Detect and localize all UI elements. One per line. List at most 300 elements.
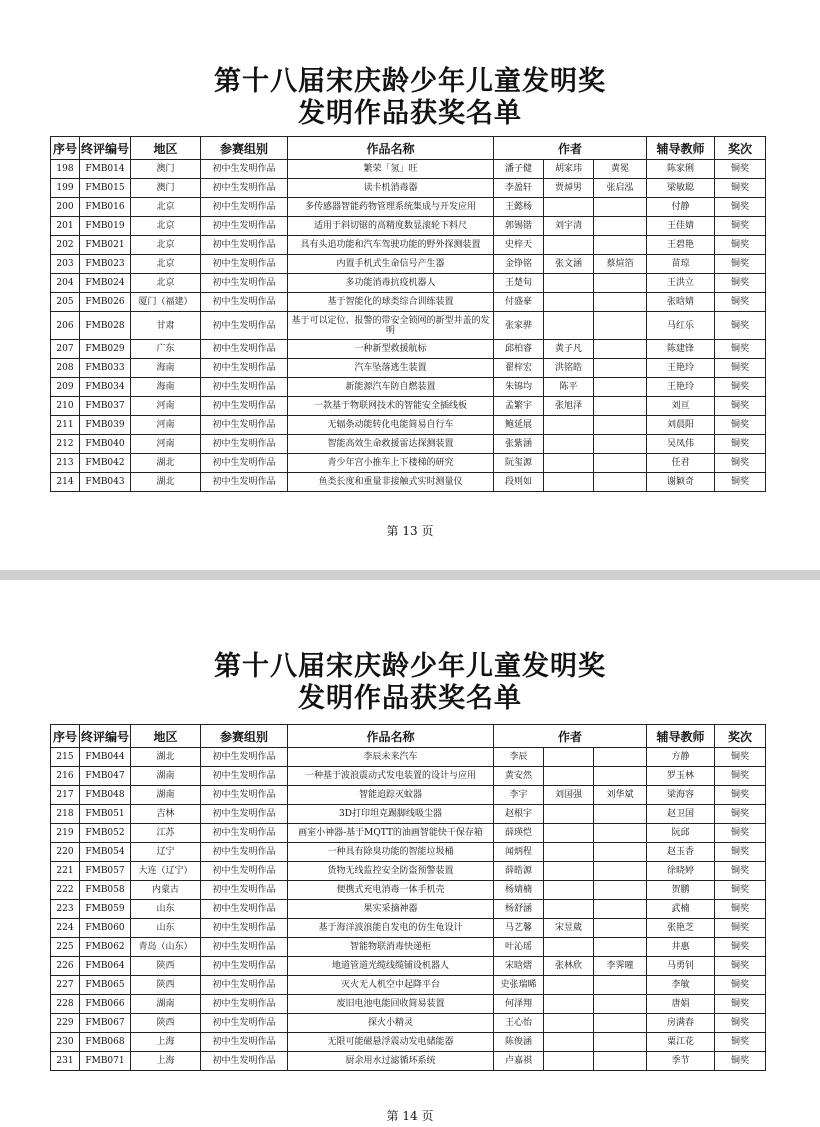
- cell-award: 铜奖: [715, 179, 766, 198]
- cell-code: FMB060: [80, 919, 131, 938]
- cell-author-1: 鲍延展: [494, 416, 544, 435]
- cell-author-2: 洪铭皓: [544, 359, 594, 378]
- cell-teacher: 谢颖奇: [647, 473, 715, 492]
- cell-region: 湖南: [131, 786, 201, 805]
- cell-author-3: [594, 938, 647, 957]
- cell-author-2: [544, 274, 594, 293]
- cell-group: 初中生发明作品: [201, 416, 288, 435]
- cell-author-3: [594, 293, 647, 312]
- cell-author-1: 薛瑛恺: [494, 824, 544, 843]
- cell-code: FMB023: [80, 255, 131, 274]
- cell-index: 219: [51, 824, 80, 843]
- cell-code: FMB058: [80, 881, 131, 900]
- header-index: 序号: [51, 137, 80, 160]
- table-row: [51, 995, 766, 1014]
- cell-author-3: [594, 767, 647, 786]
- cell-group: 初中生发明作品: [201, 919, 288, 938]
- cell-group: 初中生发明作品: [201, 1033, 288, 1052]
- cell-index: 231: [51, 1052, 80, 1071]
- cell-teacher: 武楠: [647, 900, 715, 919]
- cell-author-3: 蔡煊箔: [594, 255, 647, 274]
- cell-work: 智能物联消毒快递柜: [288, 938, 494, 957]
- cell-group: 初中生发明作品: [201, 786, 288, 805]
- cell-author-2: [544, 312, 594, 340]
- cell-award: 铜奖: [715, 255, 766, 274]
- cell-author-2: [544, 843, 594, 862]
- cell-code: FMB033: [80, 359, 131, 378]
- cell-author-1: 宋晗熠: [494, 957, 544, 976]
- cell-author-3: [594, 976, 647, 995]
- cell-author-3: [594, 378, 647, 397]
- table-row: [51, 938, 766, 957]
- cell-code: FMB039: [80, 416, 131, 435]
- cell-region: 湖北: [131, 473, 201, 492]
- cell-author-1: 卢嘉祺: [494, 1052, 544, 1071]
- table-row: [51, 1033, 766, 1052]
- cell-region: 青岛（山东）: [131, 938, 201, 957]
- cell-region: 大连（辽宁）: [131, 862, 201, 881]
- cell-code: FMB051: [80, 805, 131, 824]
- cell-group: 初中生发明作品: [201, 1014, 288, 1033]
- table-row: [51, 805, 766, 824]
- cell-region: 厦门（福建）: [131, 293, 201, 312]
- cell-index: 224: [51, 919, 80, 938]
- cell-work: 适用于斜切锯的高精度数显滚轮下料尺: [288, 217, 494, 236]
- cell-region: 陕西: [131, 976, 201, 995]
- header-group: 参赛组别: [201, 725, 288, 748]
- cell-author-3: [594, 359, 647, 378]
- header-group: 参赛组别: [201, 137, 288, 160]
- cell-region: 海南: [131, 359, 201, 378]
- cell-index: 214: [51, 473, 80, 492]
- cell-author-1: 李盈轩: [494, 179, 544, 198]
- cell-award: 铜奖: [715, 454, 766, 473]
- cell-author-2: [544, 473, 594, 492]
- cell-work: 内置手机式生命信号产生器: [288, 255, 494, 274]
- header-work: 作品名称: [288, 137, 494, 160]
- cell-work: 读卡机消毒器: [288, 179, 494, 198]
- cell-author-2: 黄子凡: [544, 340, 594, 359]
- cell-award: 铜奖: [715, 473, 766, 492]
- cell-region: 北京: [131, 198, 201, 217]
- cell-index: 201: [51, 217, 80, 236]
- cell-work: 智能高效生命救援雷达探测装置: [288, 435, 494, 454]
- cell-code: FMB065: [80, 976, 131, 995]
- cell-author-2: [544, 976, 594, 995]
- cell-work: 一种新型救援航标: [288, 340, 494, 359]
- cell-code: FMB048: [80, 786, 131, 805]
- cell-region: 辽宁: [131, 843, 201, 862]
- cell-award: 铜奖: [715, 160, 766, 179]
- cell-author-1: 邱柏睿: [494, 340, 544, 359]
- cell-author-2: [544, 938, 594, 957]
- cell-code: FMB019: [80, 217, 131, 236]
- cell-group: 初中生发明作品: [201, 179, 288, 198]
- cell-author-2: 张文涵: [544, 255, 594, 274]
- cell-region: 上海: [131, 1052, 201, 1071]
- cell-index: 203: [51, 255, 80, 274]
- cell-index: 215: [51, 748, 80, 767]
- cell-award: 铜奖: [715, 359, 766, 378]
- cell-award: 铜奖: [715, 340, 766, 359]
- cell-index: 200: [51, 198, 80, 217]
- cell-region: 湖北: [131, 748, 201, 767]
- cell-author-1: 闻炳程: [494, 843, 544, 862]
- table-row: [51, 786, 766, 805]
- cell-author-1: 史梓天: [494, 236, 544, 255]
- cell-group: 初中生发明作品: [201, 1052, 288, 1071]
- cell-award: 铜奖: [715, 767, 766, 786]
- cell-group: 初中生发明作品: [201, 255, 288, 274]
- cell-work: 探火小精灵: [288, 1014, 494, 1033]
- cell-author-1: 杨婧楠: [494, 881, 544, 900]
- cell-code: FMB029: [80, 340, 131, 359]
- cell-code: FMB021: [80, 236, 131, 255]
- cell-author-1: 叶沁瑶: [494, 938, 544, 957]
- cell-author-1: 马艺馨: [494, 919, 544, 938]
- cell-author-3: [594, 1033, 647, 1052]
- award-table: [50, 136, 766, 492]
- cell-region: 澳门: [131, 179, 201, 198]
- cell-teacher: 张晗婧: [647, 293, 715, 312]
- table-header-row: [51, 725, 766, 748]
- cell-index: 218: [51, 805, 80, 824]
- cell-group: 初中生发明作品: [201, 236, 288, 255]
- table-body: [51, 748, 766, 1071]
- cell-award: 铜奖: [715, 919, 766, 938]
- header-award: 奖次: [715, 725, 766, 748]
- cell-work: 3D打印坦克踢脚线吸尘器: [288, 805, 494, 824]
- cell-group: 初中生发明作品: [201, 900, 288, 919]
- cell-author-2: [544, 435, 594, 454]
- cell-index: 216: [51, 767, 80, 786]
- cell-index: 206: [51, 312, 80, 340]
- table-row: [51, 824, 766, 843]
- cell-work: 基于智能化的球类综合训练装置: [288, 293, 494, 312]
- cell-author-3: [594, 454, 647, 473]
- cell-group: 初中生发明作品: [201, 340, 288, 359]
- cell-work: 地道管道光缆线缆铺设机器人: [288, 957, 494, 976]
- cell-author-3: [594, 312, 647, 340]
- cell-author-3: [594, 397, 647, 416]
- cell-teacher: 房满春: [647, 1014, 715, 1033]
- cell-work: 李辰未来汽车: [288, 748, 494, 767]
- cell-code: FMB015: [80, 179, 131, 198]
- cell-teacher: 赵卫国: [647, 805, 715, 824]
- cell-region: 海南: [131, 378, 201, 397]
- cell-award: 铜奖: [715, 843, 766, 862]
- cell-index: 230: [51, 1033, 80, 1052]
- cell-author-3: [594, 236, 647, 255]
- cell-author-2: 陈平: [544, 378, 594, 397]
- cell-group: 初中生发明作品: [201, 881, 288, 900]
- cell-award: 铜奖: [715, 397, 766, 416]
- cell-index: 210: [51, 397, 80, 416]
- cell-group: 初中生发明作品: [201, 748, 288, 767]
- cell-author-1: 潘子健: [494, 160, 544, 179]
- cell-teacher: 梁敏聪: [647, 179, 715, 198]
- cell-index: 202: [51, 236, 80, 255]
- cell-author-3: [594, 340, 647, 359]
- cell-teacher: 罗玉林: [647, 767, 715, 786]
- cell-author-3: [594, 198, 647, 217]
- cell-teacher: 张艳芝: [647, 919, 715, 938]
- cell-index: 204: [51, 274, 80, 293]
- cell-author-2: [544, 293, 594, 312]
- cell-author-3: [594, 748, 647, 767]
- table-row: [51, 236, 766, 255]
- table-header-row: [51, 137, 766, 160]
- table-row: [51, 160, 766, 179]
- title-line-2: 发明作品获奖名单: [298, 98, 522, 129]
- cell-work: 灭火无人机空中起降平台: [288, 976, 494, 995]
- cell-author-3: [594, 843, 647, 862]
- cell-author-3: [594, 416, 647, 435]
- cell-award: 铜奖: [715, 862, 766, 881]
- cell-region: 湖南: [131, 767, 201, 786]
- cell-author-2: [544, 1033, 594, 1052]
- cell-teacher: 王佳婧: [647, 217, 715, 236]
- cell-group: 初中生发明作品: [201, 995, 288, 1014]
- cell-author-1: 杨舒涵: [494, 900, 544, 919]
- cell-work: 一种具有除臭功能的智能垃圾桶: [288, 843, 494, 862]
- cell-code: FMB037: [80, 397, 131, 416]
- title-line-2: 发明作品获奖名单: [298, 683, 522, 714]
- header-authors: 作者: [494, 137, 647, 160]
- cell-work: 基于可以定位、报警的带安全锁网的新型井盖的发明: [288, 312, 494, 340]
- cell-work: 一款基于物联网技术的智能安全插线板: [288, 397, 494, 416]
- cell-group: 初中生发明作品: [201, 938, 288, 957]
- cell-region: 陕西: [131, 1014, 201, 1033]
- cell-group: 初中生发明作品: [201, 957, 288, 976]
- table-row: [51, 473, 766, 492]
- cell-region: 河南: [131, 435, 201, 454]
- cell-index: 226: [51, 957, 80, 976]
- cell-teacher: 粟江花: [647, 1033, 715, 1052]
- cell-author-1: 郭锡锴: [494, 217, 544, 236]
- cell-teacher: 梁海容: [647, 786, 715, 805]
- cell-work: 无辐条动能转化电能简易自行车: [288, 416, 494, 435]
- cell-author-1: 王懿杨: [494, 198, 544, 217]
- cell-work: 青少年宫小推车上下楼梯的研究: [288, 454, 494, 473]
- cell-teacher: 李敏: [647, 976, 715, 995]
- table-row: [51, 1052, 766, 1071]
- cell-index: 229: [51, 1014, 80, 1033]
- header-work: 作品名称: [288, 725, 494, 748]
- cell-author-2: [544, 805, 594, 824]
- cell-group: 初中生发明作品: [201, 767, 288, 786]
- cell-group: 初中生发明作品: [201, 824, 288, 843]
- cell-region: 山东: [131, 900, 201, 919]
- cell-work: 具有头追功能和汽车驾驶功能的野外探测装置: [288, 236, 494, 255]
- page-number: 第 14 页: [386, 1109, 434, 1123]
- cell-author-2: [544, 1052, 594, 1071]
- table-row: [51, 179, 766, 198]
- cell-code: FMB034: [80, 378, 131, 397]
- cell-author-2: [544, 767, 594, 786]
- header-teacher: 辅导教师: [647, 725, 715, 748]
- cell-author-1: 金铮铭: [494, 255, 544, 274]
- cell-code: FMB052: [80, 824, 131, 843]
- cell-award: 铜奖: [715, 198, 766, 217]
- cell-work: 厨余用水过滤循环系统: [288, 1052, 494, 1071]
- cell-author-2: [544, 748, 594, 767]
- cell-group: 初中生发明作品: [201, 293, 288, 312]
- cell-author-3: 张启泓: [594, 179, 647, 198]
- table-row: [51, 217, 766, 236]
- cell-author-2: [544, 995, 594, 1014]
- cell-award: 铜奖: [715, 274, 766, 293]
- page-title: [0, 651, 820, 715]
- table-row: [51, 416, 766, 435]
- cell-author-1: 朱锦均: [494, 378, 544, 397]
- cell-author-3: [594, 435, 647, 454]
- table-row: [51, 767, 766, 786]
- cell-award: 铜奖: [715, 312, 766, 340]
- cell-group: 初中生发明作品: [201, 976, 288, 995]
- cell-region: 山东: [131, 919, 201, 938]
- document-page-14: [0, 580, 820, 1127]
- cell-teacher: 王碧艳: [647, 236, 715, 255]
- cell-code: FMB040: [80, 435, 131, 454]
- cell-code: FMB071: [80, 1052, 131, 1071]
- cell-group: 初中生发明作品: [201, 359, 288, 378]
- cell-teacher: 马红乐: [647, 312, 715, 340]
- cell-teacher: 贺鹏: [647, 881, 715, 900]
- header-authors: 作者: [494, 725, 647, 748]
- cell-author-2: [544, 881, 594, 900]
- cell-code: FMB064: [80, 957, 131, 976]
- cell-teacher: 唐娟: [647, 995, 715, 1014]
- cell-group: 初中生发明作品: [201, 378, 288, 397]
- header-region: 地区: [131, 725, 201, 748]
- cell-author-1: 付盛豪: [494, 293, 544, 312]
- table-row: [51, 435, 766, 454]
- cell-work: 汽车坠落逃生装置: [288, 359, 494, 378]
- cell-region: 北京: [131, 236, 201, 255]
- cell-region: 澳门: [131, 160, 201, 179]
- cell-region: 陕西: [131, 957, 201, 976]
- cell-author-1: 张家骅: [494, 312, 544, 340]
- cell-code: FMB044: [80, 748, 131, 767]
- cell-author-1: 史张瑞晞: [494, 976, 544, 995]
- cell-award: 铜奖: [715, 1052, 766, 1071]
- cell-author-3: [594, 805, 647, 824]
- cell-author-3: [594, 1052, 647, 1071]
- cell-code: FMB066: [80, 995, 131, 1014]
- cell-teacher: 任君: [647, 454, 715, 473]
- cell-code: FMB059: [80, 900, 131, 919]
- cell-index: 223: [51, 900, 80, 919]
- cell-author-1: 阮玺源: [494, 454, 544, 473]
- cell-author-1: 翟梓宏: [494, 359, 544, 378]
- cell-region: 上海: [131, 1033, 201, 1052]
- cell-award: 铜奖: [715, 824, 766, 843]
- cell-index: 212: [51, 435, 80, 454]
- cell-author-3: 黄冕: [594, 160, 647, 179]
- cell-index: 217: [51, 786, 80, 805]
- table-row: [51, 274, 766, 293]
- table-row: [51, 1014, 766, 1033]
- cell-teacher: 王艳玲: [647, 378, 715, 397]
- table-row: [51, 198, 766, 217]
- page-number: 第 13 页: [386, 524, 434, 538]
- header-award: 奖次: [715, 137, 766, 160]
- cell-region: 湖北: [131, 454, 201, 473]
- cell-index: 205: [51, 293, 80, 312]
- cell-code: FMB054: [80, 843, 131, 862]
- table-row: [51, 919, 766, 938]
- cell-work: 货物无线监控安全防盗预警装置: [288, 862, 494, 881]
- header-index: 序号: [51, 725, 80, 748]
- cell-teacher: 王洪立: [647, 274, 715, 293]
- cell-group: 初中生发明作品: [201, 805, 288, 824]
- cell-region: 内蒙古: [131, 881, 201, 900]
- cell-author-2: [544, 416, 594, 435]
- cell-author-2: [544, 454, 594, 473]
- cell-work: 繁荣「氢」旺: [288, 160, 494, 179]
- cell-author-2: 张林欣: [544, 957, 594, 976]
- cell-index: 198: [51, 160, 80, 179]
- cell-award: 铜奖: [715, 378, 766, 397]
- cell-group: 初中生发明作品: [201, 862, 288, 881]
- table-row: [51, 359, 766, 378]
- cell-region: 北京: [131, 217, 201, 236]
- cell-author-1: 李宇: [494, 786, 544, 805]
- cell-teacher: 刘晨阳: [647, 416, 715, 435]
- cell-author-1: 段则如: [494, 473, 544, 492]
- cell-index: 228: [51, 995, 80, 1014]
- cell-award: 铜奖: [715, 881, 766, 900]
- cell-work: 多功能消毒抗疫机器人: [288, 274, 494, 293]
- cell-award: 铜奖: [715, 416, 766, 435]
- cell-author-3: [594, 217, 647, 236]
- table-row: [51, 881, 766, 900]
- cell-work: 一种基于波浪震动式发电装置的设计与应用: [288, 767, 494, 786]
- cell-author-1: 赵根宇: [494, 805, 544, 824]
- cell-code: FMB028: [80, 312, 131, 340]
- table-row: [51, 862, 766, 881]
- cell-award: 铜奖: [715, 1014, 766, 1033]
- cell-author-1: 陈俊涵: [494, 1033, 544, 1052]
- cell-author-3: [594, 919, 647, 938]
- cell-award: 铜奖: [715, 900, 766, 919]
- cell-index: 208: [51, 359, 80, 378]
- cell-group: 初中生发明作品: [201, 473, 288, 492]
- cell-region: 广东: [131, 340, 201, 359]
- cell-index: 225: [51, 938, 80, 957]
- cell-work: 智能追踪灭蚊器: [288, 786, 494, 805]
- cell-region: 河南: [131, 416, 201, 435]
- cell-code: FMB026: [80, 293, 131, 312]
- cell-work: 废旧电池电能回收简易装置: [288, 995, 494, 1014]
- header-code: 终评编号: [80, 725, 131, 748]
- header-code: 终评编号: [80, 137, 131, 160]
- cell-award: 铜奖: [715, 435, 766, 454]
- cell-teacher: 吴凤伟: [647, 435, 715, 454]
- cell-code: FMB042: [80, 454, 131, 473]
- cell-group: 初中生发明作品: [201, 397, 288, 416]
- table-body: [51, 160, 766, 492]
- cell-author-2: 刘宇清: [544, 217, 594, 236]
- table-row: [51, 957, 766, 976]
- table-row: [51, 255, 766, 274]
- table-row: [51, 378, 766, 397]
- cell-teacher: 井惠: [647, 938, 715, 957]
- cell-award: 铜奖: [715, 957, 766, 976]
- cell-author-1: 孟繁宇: [494, 397, 544, 416]
- table-row: [51, 748, 766, 767]
